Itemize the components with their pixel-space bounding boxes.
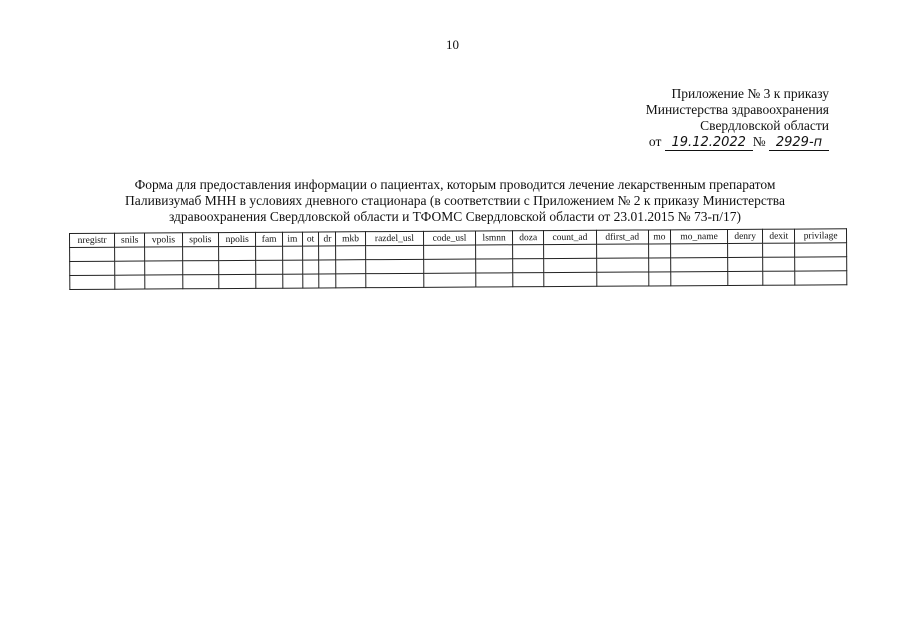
table-cell-dfirst-ad [597,258,649,272]
table-cell-code-usl [424,273,476,287]
table-cell-ot [303,274,320,288]
table-cell-count-ad [544,244,597,258]
table-cell-denry [728,271,764,285]
column-header-mo: mo [648,230,671,244]
appendix-line-2: Министерства здравоохранения [645,102,829,117]
table-cell-ot [302,246,319,260]
table-body [70,243,847,290]
column-header-mkb: mkb [336,232,365,246]
table-cell-im [282,246,302,260]
table-cell-doza [513,273,544,287]
table-cell-code-usl [424,259,476,273]
form-title-line-3: здравоохранения Свердловской области и ТФОМС Свердловской области от 23.01.2015 № 73-п/17) [168,209,742,224]
form-title [70,177,840,225]
table-cell-dr [319,274,336,288]
table-cell-im [282,260,302,274]
table-cell-mo [648,272,671,286]
table-cell-doza [513,259,544,273]
table-cell-vpolis [145,247,183,261]
column-header-doza: doza [513,231,544,245]
table-cell-doza [513,245,544,259]
column-header-spolis: spolis [182,233,218,247]
table-cell-razdel-usl [365,245,424,259]
column-header-code-usl: code_usl [424,231,476,245]
handwritten-order-number: 2929-п [769,135,829,151]
table-cell-vpolis [145,261,183,275]
table-cell-spolis [182,247,218,261]
table-cell-dexit [763,257,795,271]
column-header-dexit: dexit [763,229,795,243]
table-cell-count-ad [544,272,597,286]
column-header-razdel-usl: razdel_usl [365,231,424,245]
column-header-im: im [282,232,302,246]
table-cell-dexit [763,271,795,285]
table-cell-mo-name [671,243,728,257]
appendix-line-1: Приложение № 3 к приказу [671,86,829,101]
column-header-privilage: privilage [795,229,847,243]
table-cell-lsmnn [475,259,513,273]
table-cell-razdel-usl [365,273,424,287]
appendix-line-3: Свердловской области [700,118,829,133]
handwritten-date: 19.12.2022 [665,135,753,151]
table-cell-npolis [219,260,257,274]
table-cell-mo [648,244,671,258]
appendix-block [646,86,829,151]
table-cell-mo [648,258,671,272]
table-cell-lsmnn [476,273,514,287]
patient-info-table [69,228,847,290]
table-cell-spolis [182,275,218,289]
table-cell-nregistr [70,261,115,275]
table-cell-npolis [219,274,257,288]
column-header-count-ad: count_ad [543,230,596,244]
table-cell-nregistr [70,275,115,289]
table-cell-lsmnn [475,245,513,259]
appendix-prefix: от [648,134,662,149]
page-number: 10 [446,37,459,52]
column-header-snils: snils [115,233,145,247]
table-cell-mkb [336,246,365,260]
table-cell-spolis [182,261,218,275]
column-header-denry: denry [727,229,763,243]
table-cell-privilage [795,271,847,285]
form-title-line-2: Паливизумаб МНН в условиях дневного стационара (в соответствии с Приложением № 2 к приказу Министерства [125,193,785,208]
table-cell-dr [319,246,336,260]
column-header-nregistr: nregistr [70,233,115,247]
column-header-dr: dr [319,232,336,246]
column-header-npolis: npolis [218,232,256,246]
table-cell-vpolis [145,275,183,289]
table-cell-mo-name [671,257,728,271]
table-cell-count-ad [544,258,597,272]
table-cell-code-usl [424,245,476,259]
number-sign: № [752,134,766,149]
table-cell-snils [115,275,145,289]
table-cell-fam [256,246,282,260]
table-cell-mkb [336,274,365,288]
form-title-line-1: Форма для предоставления информации о пациентах, которым проводится лечение лекарственным препаратом [134,177,776,192]
table-cell-ot [302,260,319,274]
table-cell-denry [728,257,764,271]
table-cell-privilage [795,243,847,257]
column-header-ot: ot [302,232,319,246]
column-header-mo-name: mo_name [671,229,728,243]
table-cell-npolis [218,246,256,260]
table-cell-im [283,274,303,288]
table-cell-fam [256,274,282,288]
table-cell-denry [727,243,763,257]
table-cell-dfirst-ad [597,272,649,286]
table-cell-snils [115,247,145,261]
table-cell-snils [115,261,145,275]
table-cell-privilage [795,257,847,271]
table-cell-nregistr [70,247,115,261]
table-cell-mkb [336,260,365,274]
column-header-lsmnn: lsmnn [475,231,513,245]
appendix-date-line [646,134,829,151]
table-cell-razdel-usl [365,259,424,273]
column-header-fam: fam [256,232,282,246]
column-header-vpolis: vpolis [145,233,183,247]
table-cell-dr [319,260,336,274]
table-cell-dexit [763,243,795,257]
table-cell-fam [256,260,282,274]
column-header-dfirst-ad: dfirst_ad [596,230,648,244]
table-cell-mo-name [671,271,728,285]
table-cell-dfirst-ad [597,244,649,258]
